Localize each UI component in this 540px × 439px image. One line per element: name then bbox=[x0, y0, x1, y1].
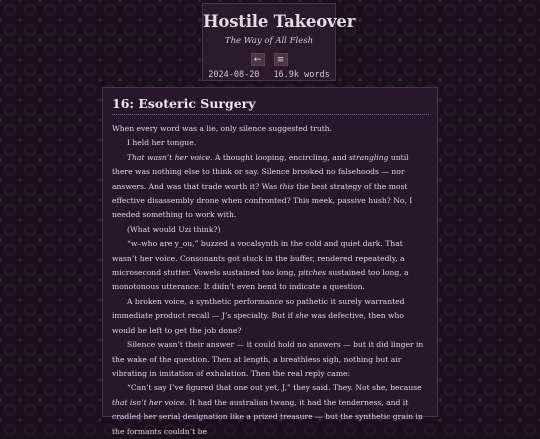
back-arrow-button[interactable]: ← bbox=[251, 53, 265, 66]
story-subtitle: The Way of All Flesh bbox=[224, 36, 314, 46]
paragraph-text: A broken voice, a synthetic performance so pathetic it surely warranted immediate product recall — J’s specialty. But if bbox=[112, 296, 405, 321]
paragraph-text: until there was nothing else to think or say. Silence brooked no falsehoods — nor answers. And was that trade worth it? Was bbox=[112, 152, 409, 191]
chapter-paragraph bbox=[112, 223, 429, 237]
paragraph-text: Silence wasn’t their answer — it could hold no answers — but it did linger in the wake of the question. Then at length, a breathless sigh, nothing but air vibrating in imitation of exhalation. Then the real reply came: bbox=[112, 340, 424, 378]
paragraph-text: the best strategy of the most effective disassembly drone when confronted? This meek, passive hush? No, I needed something to work with. bbox=[112, 181, 413, 220]
chapter-paragraph bbox=[112, 122, 429, 136]
menu-button[interactable]: ≡ bbox=[274, 53, 288, 66]
paragraph-text: When every word was a lie, only silence suggested truth. bbox=[112, 124, 333, 133]
chapter-paragraph bbox=[112, 338, 429, 381]
story-title: Hostile Takeover bbox=[203, 12, 356, 31]
story-meta bbox=[202, 69, 336, 81]
paragraph-text: “Can’t say I’ve figured that one out yet, J,” they said. They. Not she, because bbox=[127, 383, 422, 393]
paragraph-text: . It had the australian twang, it had the tenderness, and it cradled her serial designation like a prized treasure — but the synthetic grain in the formants couldn’t be bbox=[112, 397, 423, 436]
paragraph-text: was defective, then who would be left to get the job done? bbox=[112, 311, 404, 335]
chapter-paragraph bbox=[112, 295, 429, 338]
italic-text: that isn’t her voice bbox=[112, 397, 185, 407]
paragraph-text: sustained too long, a monotonous utterance. It didn’t even bend to indicate a question. bbox=[112, 268, 409, 292]
italic-text: strangling bbox=[349, 152, 389, 162]
paragraph-text: A thought looping, encircling, and bbox=[212, 152, 349, 162]
chapter-paragraph bbox=[112, 151, 429, 223]
nav-row bbox=[203, 53, 335, 66]
chapter-panel bbox=[102, 87, 438, 436]
chapter-body bbox=[112, 122, 429, 439]
chapter-paragraph bbox=[112, 136, 429, 150]
publish-date: 2024-08-20 bbox=[208, 70, 260, 80]
italic-text: she bbox=[295, 311, 309, 321]
chapter-paragraph bbox=[112, 237, 429, 295]
chapter-title: 16: Esoteric Surgery bbox=[112, 96, 429, 115]
italic-text: pitches bbox=[298, 268, 327, 278]
italic-text: That wasn’t her voice. bbox=[127, 152, 213, 162]
paragraph-text: I held her tongue. bbox=[127, 138, 197, 148]
chapter-paragraph bbox=[112, 381, 429, 439]
word-count: 16.9k words bbox=[273, 70, 330, 80]
paragraph-text: (What would Uzi think?) bbox=[127, 224, 221, 234]
paragraph-text: “w–who are y_ou,” buzzed a vocalsynth in the cold and quiet dark. That wasn’t her voice. Consonants got stuck in the buffer, rendered repeatedly, a microsecond stutter. Vowels sustained too long, bbox=[112, 239, 405, 278]
italic-text: this bbox=[279, 181, 294, 191]
